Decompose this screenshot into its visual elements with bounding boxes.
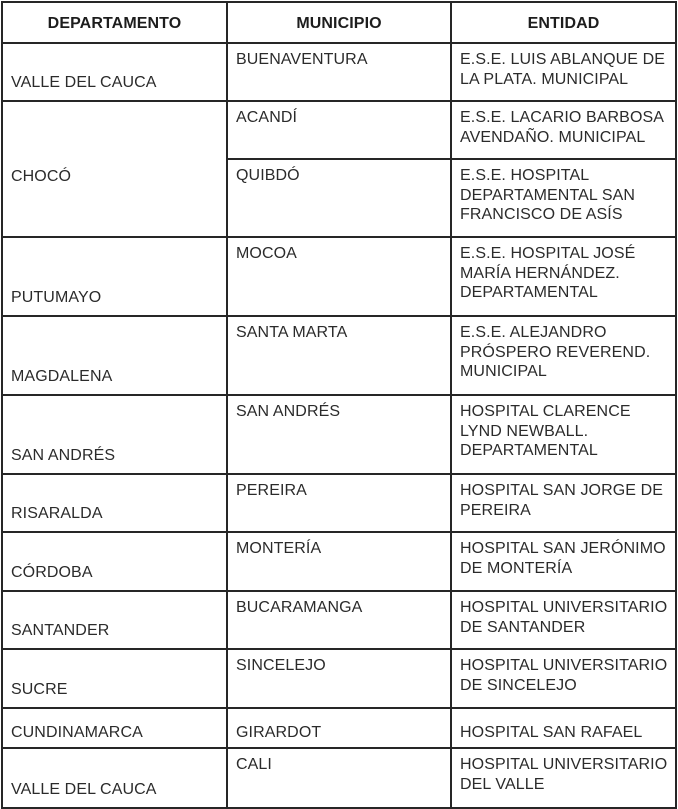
cell-departamento: MAGDALENA: [2, 316, 227, 395]
hospitals-table: [1, 1, 677, 809]
cell-entidad: HOSPITAL SAN RAFAEL: [451, 708, 676, 748]
cell-departamento: SUCRE: [2, 649, 227, 708]
cell-municipio: PEREIRA: [227, 474, 451, 532]
cell-municipio: GIRARDOT: [227, 708, 451, 748]
cell-entidad: HOSPITAL UNIVERSITARIO DE SANTANDER: [451, 591, 676, 649]
table-row: [2, 101, 676, 159]
table-row: [2, 748, 676, 808]
cell-entidad: HOSPITAL SAN JERÓNIMO DE MONTERÍA: [451, 532, 676, 591]
cell-departamento: SANTANDER: [2, 591, 227, 649]
header-municipio: MUNICIPIO: [227, 2, 451, 43]
table-row: [2, 649, 676, 708]
cell-entidad: E.S.E. HOSPITAL JOSÉ MARÍA HERNÁNDEZ. DEPARTAMENTAL: [451, 237, 676, 316]
table-row: [2, 43, 676, 101]
cell-municipio: SAN ANDRÉS: [227, 395, 451, 474]
header-entidad: ENTIDAD: [451, 2, 676, 43]
cell-municipio: BUCARAMANGA: [227, 591, 451, 649]
cell-entidad: HOSPITAL UNIVERSITARIO DEL VALLE: [451, 748, 676, 808]
cell-departamento: VALLE DEL CAUCA: [2, 748, 227, 808]
cell-municipio: MONTERÍA: [227, 532, 451, 591]
cell-municipio: SINCELEJO: [227, 649, 451, 708]
table-row: [2, 591, 676, 649]
cell-municipio: MOCOA: [227, 237, 451, 316]
table-row: [2, 708, 676, 748]
table-row: [2, 532, 676, 591]
cell-entidad: HOSPITAL UNIVERSITARIO DE SINCELEJO: [451, 649, 676, 708]
cell-departamento: VALLE DEL CAUCA: [2, 43, 227, 101]
cell-entidad: HOSPITAL SAN JORGE DE PEREIRA: [451, 474, 676, 532]
cell-municipio: QUIBDÓ: [227, 159, 451, 237]
cell-entidad: E.S.E. HOSPITAL DEPARTAMENTAL SAN FRANCISCO DE ASÍS: [451, 159, 676, 237]
table-row: [2, 237, 676, 316]
cell-departamento: CUNDINAMARCA: [2, 708, 227, 748]
cell-entidad: E.S.E. LUIS ABLANQUE DE LA PLATA. MUNICIPAL: [451, 43, 676, 101]
cell-entidad: E.S.E. LACARIO BARBOSA AVENDAÑO. MUNICIPAL: [451, 101, 676, 159]
header-row: [2, 2, 676, 43]
table-row: [2, 316, 676, 395]
table-row: [2, 474, 676, 532]
cell-departamento: SAN ANDRÉS: [2, 395, 227, 474]
cell-municipio: ACANDÍ: [227, 101, 451, 159]
cell-departamento: RISARALDA: [2, 474, 227, 532]
cell-departamento: PUTUMAYO: [2, 237, 227, 316]
cell-entidad: E.S.E. ALEJANDRO PRÓSPERO REVEREND. MUNICIPAL: [451, 316, 676, 395]
cell-entidad: HOSPITAL CLARENCE LYND NEWBALL. DEPARTAMENTAL: [451, 395, 676, 474]
cell-municipio: BUENAVENTURA: [227, 43, 451, 101]
cell-departamento: CÓRDOBA: [2, 532, 227, 591]
header-departamento: DEPARTAMENTO: [2, 2, 227, 43]
cell-departamento: CHOCÓ: [2, 101, 227, 237]
cell-municipio: CALI: [227, 748, 451, 808]
table-row: [2, 395, 676, 474]
cell-municipio: SANTA MARTA: [227, 316, 451, 395]
